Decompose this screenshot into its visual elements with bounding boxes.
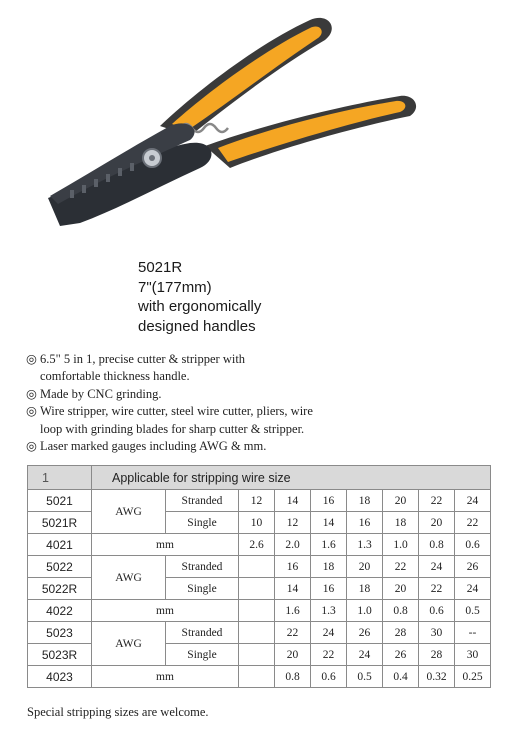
value-cell: 18 — [311, 556, 347, 578]
value-cell: 10 — [239, 512, 275, 534]
bullet-symbol: ◎ — [26, 439, 37, 454]
value-cell: 20 — [347, 556, 383, 578]
value-cell: 1.6 — [275, 600, 311, 622]
value-cell: 2.6 — [239, 534, 275, 556]
value-cell: 1.3 — [347, 534, 383, 556]
bullet-symbol: ◎ — [26, 352, 37, 366]
value-cell: 1.6 — [311, 534, 347, 556]
bullet-symbol: ◎ — [26, 386, 37, 401]
model-cell: 5021R — [28, 512, 92, 534]
model-number: 5021R — [138, 259, 183, 276]
value-cell: 16 — [311, 490, 347, 512]
feature-text: Wire stripper, wire cutter, steel wire cutter, pliers, wire — [40, 404, 313, 419]
value-cell: 0.6 — [455, 534, 491, 556]
mm-label: mm — [92, 666, 239, 688]
value-cell: 22 — [311, 644, 347, 666]
value-cell: 1.0 — [383, 534, 419, 556]
value-cell — [239, 556, 275, 578]
value-cell: -- — [455, 622, 491, 644]
spec-table — [27, 465, 491, 688]
value-cell: 26 — [455, 556, 491, 578]
single-label: Single — [166, 512, 239, 534]
value-cell: 30 — [419, 622, 455, 644]
feature-item — [26, 386, 356, 403]
value-cell: 14 — [275, 578, 311, 600]
value-cell: 12 — [275, 512, 311, 534]
model-cell: 5022R — [28, 578, 92, 600]
value-cell: 22 — [419, 490, 455, 512]
mm-label: mm — [92, 534, 239, 556]
value-cell: 22 — [383, 556, 419, 578]
feature-text: Made by CNC grinding. — [40, 386, 162, 401]
value-cell: 14 — [275, 490, 311, 512]
value-cell: 24 — [455, 578, 491, 600]
mm-label: mm — [92, 600, 239, 622]
value-cell: 16 — [347, 512, 383, 534]
table-row — [28, 490, 491, 512]
value-cell: 0.8 — [419, 534, 455, 556]
table-row — [28, 600, 491, 622]
value-cell: 2.0 — [275, 534, 311, 556]
value-cell: 0.32 — [419, 666, 455, 688]
value-cell: 26 — [383, 644, 419, 666]
value-cell — [239, 622, 275, 644]
table-corner-cell: 1 — [28, 466, 92, 490]
value-cell: 26 — [347, 622, 383, 644]
value-cell: 22 — [419, 578, 455, 600]
value-cell: 28 — [419, 644, 455, 666]
caption-desc-line2: designed handles — [138, 317, 256, 335]
value-cell — [239, 600, 275, 622]
value-cell: 0.6 — [419, 600, 455, 622]
lower-handle-orange — [218, 101, 405, 162]
value-cell — [239, 666, 275, 688]
value-cell: 16 — [311, 578, 347, 600]
value-cell: 18 — [383, 512, 419, 534]
model-cell: 4022 — [28, 600, 92, 622]
value-cell: 24 — [419, 556, 455, 578]
value-cell: 24 — [311, 622, 347, 644]
value-cell: 0.8 — [275, 666, 311, 688]
value-cell: 24 — [455, 490, 491, 512]
value-cell: 0.5 — [347, 666, 383, 688]
value-cell: 16 — [275, 556, 311, 578]
value-cell: 18 — [347, 578, 383, 600]
bullet-symbol: ◎ — [26, 404, 37, 419]
caption-desc-line1: with ergonomically — [138, 298, 262, 315]
value-cell: 1.3 — [311, 600, 347, 622]
feature-item — [26, 351, 356, 386]
value-cell: 20 — [275, 644, 311, 666]
feature-text: 6.5" 5 in 1, precise cutter & stripper with — [40, 352, 246, 366]
feature-item — [26, 403, 356, 438]
stranded-label: Stranded — [166, 622, 239, 644]
feature-item — [26, 438, 356, 455]
table-header-row — [28, 466, 491, 490]
value-cell: 0.5 — [455, 600, 491, 622]
single-label: Single — [166, 644, 239, 666]
table-row — [28, 556, 491, 578]
value-cell: 18 — [347, 490, 383, 512]
value-cell: 20 — [419, 512, 455, 534]
feature-list — [26, 351, 356, 455]
model-cell: 5023 — [28, 622, 92, 644]
awg-label: AWG — [92, 622, 166, 666]
value-cell: 22 — [275, 622, 311, 644]
table-row — [28, 622, 491, 644]
tool-size: 7"(177mm) — [138, 278, 212, 296]
table-row — [28, 666, 491, 688]
value-cell: 0.25 — [455, 666, 491, 688]
value-cell: 14 — [311, 512, 347, 534]
footer-note: Special stripping sizes are welcome. — [27, 705, 209, 719]
table-row — [28, 534, 491, 556]
value-cell: 12 — [239, 490, 275, 512]
stranded-label: Stranded — [166, 556, 239, 578]
feature-text: loop with grinding blades for sharp cutter & stripper. — [40, 421, 305, 436]
model-cell: 5023R — [28, 644, 92, 666]
stranded-label: Stranded — [166, 490, 239, 512]
model-cell: 4023 — [28, 666, 92, 688]
model-cell: 4021 — [28, 534, 92, 556]
value-cell: 28 — [383, 622, 419, 644]
value-cell: 20 — [383, 578, 419, 600]
model-cell: 5022 — [28, 556, 92, 578]
value-cell: 22 — [455, 512, 491, 534]
product-caption — [138, 258, 261, 336]
value-cell: 0.4 — [383, 666, 419, 688]
feature-text: Laser marked gauges including AWG & mm. — [40, 439, 267, 454]
table-title: Applicable for stripping wire size — [92, 466, 491, 490]
value-cell: 1.0 — [347, 600, 383, 622]
value-cell: 20 — [383, 490, 419, 512]
value-cell: 0.8 — [383, 600, 419, 622]
awg-label: AWG — [92, 490, 166, 534]
single-label: Single — [166, 578, 239, 600]
wire-stripper-tool-image — [40, 8, 430, 233]
value-cell: 0.6 — [311, 666, 347, 688]
upper-handle-orange — [172, 27, 322, 130]
awg-label: AWG — [92, 556, 166, 600]
value-cell: 24 — [347, 644, 383, 666]
model-cell: 5021 — [28, 490, 92, 512]
feature-text: comfortable thickness handle. — [40, 369, 190, 384]
value-cell — [239, 644, 275, 666]
value-cell: 30 — [455, 644, 491, 666]
value-cell — [239, 578, 275, 600]
